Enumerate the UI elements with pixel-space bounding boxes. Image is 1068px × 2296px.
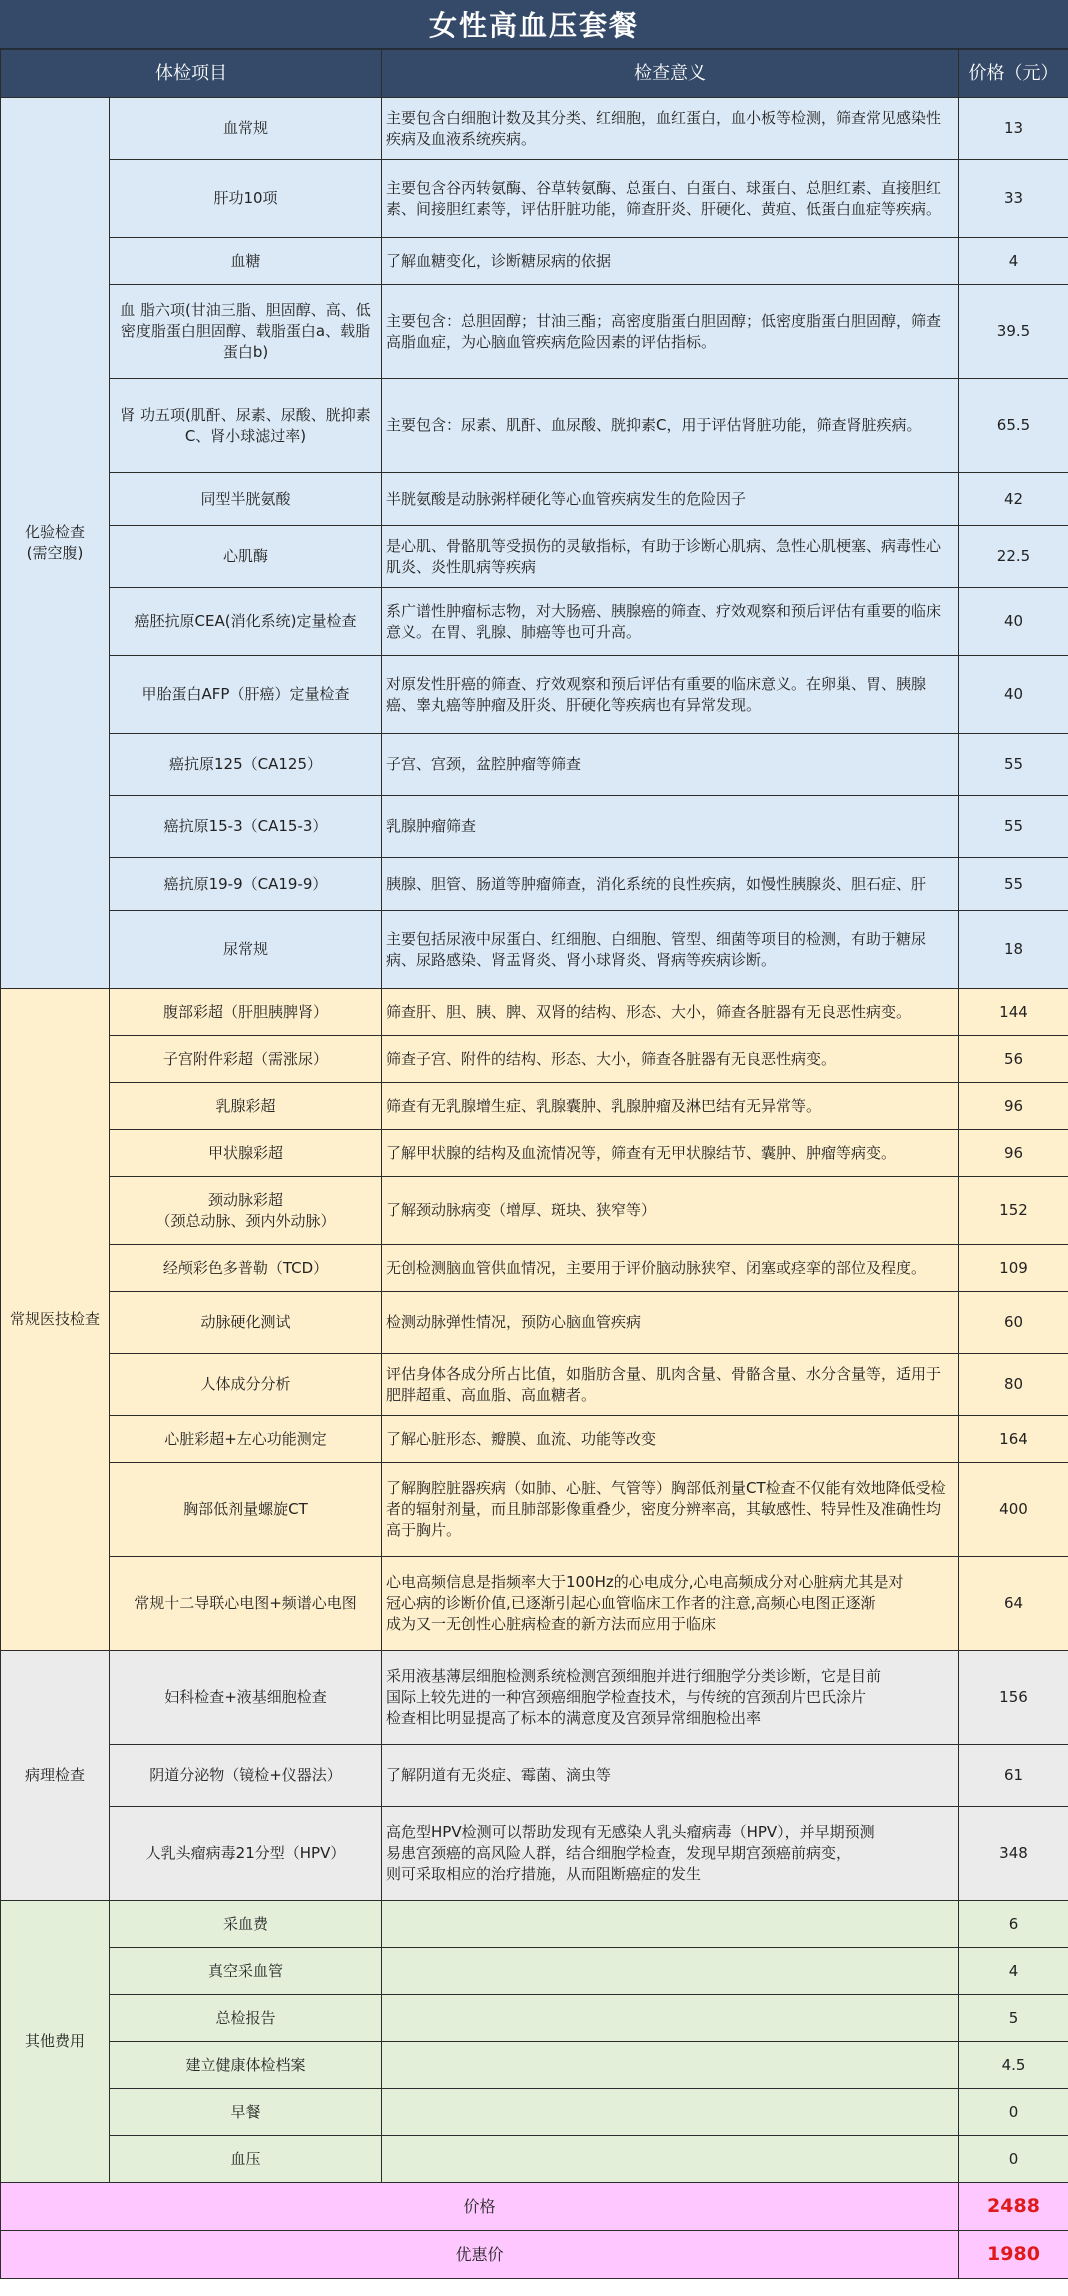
- item-name: 血糖: [110, 238, 382, 285]
- item-price: 348: [959, 1807, 1068, 1901]
- item-meaning: [382, 1901, 959, 1948]
- item-name: 经颅彩色多普勒（TCD）: [110, 1245, 382, 1292]
- item-name: 甲状腺彩超: [110, 1130, 382, 1177]
- table-header-row: [1, 50, 1068, 98]
- item-meaning: 主要包含谷丙转氨酶、谷草转氨酶、总蛋白、白蛋白、球蛋白、总胆红素、直接胆红素、间接胆红素等，评估肝脏功能，筛查肝炎、肝硬化、黄疸、低蛋白血症等疾病。: [382, 160, 959, 238]
- group-other: 其他费用: [1, 1901, 110, 2183]
- table-row: [1, 588, 1068, 656]
- header-price: 价格（元）: [959, 50, 1068, 98]
- table-row: [1, 1416, 1068, 1463]
- item-price: 5: [959, 1995, 1068, 2042]
- table-row: [1, 1083, 1068, 1130]
- table-row: [1, 858, 1068, 911]
- item-meaning: 筛查肝、胆、胰、脾、双肾的结构、形态、大小，筛查各脏器有无良恶性病变。: [382, 989, 959, 1036]
- item-meaning: 了解心脏形态、瓣膜、血流、功能等改变: [382, 1416, 959, 1463]
- discount-price-row: [1, 2231, 1068, 2279]
- item-price: 144: [959, 989, 1068, 1036]
- table-body: [1, 98, 1068, 2279]
- item-name: 真空采血管: [110, 1948, 382, 1995]
- item-price: 55: [959, 858, 1068, 911]
- table-row: [1, 1745, 1068, 1807]
- item-meaning: 了解甲状腺的结构及血流情况等，筛查有无甲状腺结节、囊肿、肿瘤等病变。: [382, 1130, 959, 1177]
- item-price: 0: [959, 2136, 1068, 2183]
- item-meaning: 主要包含白细胞计数及其分类、红细胞，血红蛋白，血小板等检测，筛查常见感染性疾病及血液系统疾病。: [382, 98, 959, 160]
- item-name: 甲胎蛋白AFP（肝癌）定量检查: [110, 656, 382, 734]
- item-price: 400: [959, 1463, 1068, 1557]
- item-meaning: 无创检测脑血管供血情况，主要用于评价脑动脉狭窄、闭塞或痉挛的部位及程度。: [382, 1245, 959, 1292]
- item-price: 60: [959, 1292, 1068, 1354]
- item-name: 胸部低剂量螺旋CT: [110, 1463, 382, 1557]
- table-row: [1, 1177, 1068, 1245]
- item-name: 同型半胱氨酸: [110, 473, 382, 526]
- item-meaning: [382, 2089, 959, 2136]
- item-price: 18: [959, 911, 1068, 989]
- item-meaning: 了解胸腔脏器疾病（如肺、心脏、气管等）胸部低剂量CT检查不仅能有效地降低受检者的辐射剂量，而且肺部影像重叠少，密度分辨率高，其敏感性、特异性及准确性均高于胸片。: [382, 1463, 959, 1557]
- item-name: 乳腺彩超: [110, 1083, 382, 1130]
- item-meaning: 筛查有无乳腺增生症、乳腺囊肿、乳腺肿瘤及淋巴结有无异常等。: [382, 1083, 959, 1130]
- table-row: [1, 796, 1068, 858]
- item-meaning: [382, 2042, 959, 2089]
- item-name: 常规十二导联心电图+频谱心电图: [110, 1557, 382, 1651]
- table-row: [1, 526, 1068, 588]
- table-row: [1, 2136, 1068, 2183]
- item-name: 血 脂六项(甘油三脂、胆固醇、高、低密度脂蛋白胆固醇、载脂蛋白a、载脂蛋白b): [110, 285, 382, 379]
- item-price: 56: [959, 1036, 1068, 1083]
- item-name: 人乳头瘤病毒21分型（HPV）: [110, 1807, 382, 1901]
- item-price: 40: [959, 656, 1068, 734]
- total-price-label: 价格: [1, 2183, 959, 2231]
- checkup-table: [0, 49, 1068, 2279]
- item-price: 4: [959, 1948, 1068, 1995]
- item-meaning: 子宫、宫颈，盆腔肿瘤等筛查: [382, 734, 959, 796]
- discount-price-label: 优惠价: [1, 2231, 959, 2279]
- item-meaning: 筛查子宫、附件的结构、形态、大小，筛查各脏器有无良恶性病变。: [382, 1036, 959, 1083]
- item-name: 颈动脉彩超 （颈总动脉、颈内外动脉）: [110, 1177, 382, 1245]
- item-meaning: 评估身体各成分所占比值，如脂肪含量、肌肉含量、骨骼含量、水分含量等，适用于肥胖超重、高血脂、高血糖者。: [382, 1354, 959, 1416]
- table-row: [1, 1901, 1068, 1948]
- table-row: [1, 989, 1068, 1036]
- item-price: 96: [959, 1083, 1068, 1130]
- page-title: 女性高血压套餐: [0, 0, 1068, 49]
- table-row: [1, 98, 1068, 160]
- item-name: 动脉硬化测试: [110, 1292, 382, 1354]
- item-name: 阴道分泌物（镜检+仪器法）: [110, 1745, 382, 1807]
- table-row: [1, 1245, 1068, 1292]
- item-name: 心肌酶: [110, 526, 382, 588]
- item-meaning: [382, 1948, 959, 1995]
- item-price: 33: [959, 160, 1068, 238]
- item-name: 总检报告: [110, 1995, 382, 2042]
- item-name: 妇科检查+液基细胞检查: [110, 1651, 382, 1745]
- table-row: [1, 911, 1068, 989]
- item-meaning: 系广谱性肿瘤标志物，对大肠癌、胰腺癌的筛查、疗效观察和预后评估有重要的临床意义。在胃、乳腺、肺癌等也可升高。: [382, 588, 959, 656]
- item-name: 人体成分分析: [110, 1354, 382, 1416]
- group-lab: 化验检查 (需空腹): [1, 98, 110, 989]
- item-name: 尿常规: [110, 911, 382, 989]
- item-name: 腹部彩超（肝胆胰脾肾）: [110, 989, 382, 1036]
- item-name: 采血费: [110, 1901, 382, 1948]
- item-price: 156: [959, 1651, 1068, 1745]
- item-meaning: 心电高频信息是指频率大于100Hz的心电成分,心电高频成分对心脏病尤其是对 冠心病的诊断价值,已逐渐引起心血管临床工作者的注意,高频心电图正逐渐 成为又一无创性心脏病检查的新方法而应用于临床: [382, 1557, 959, 1651]
- item-meaning: 对原发性肝癌的筛查、疗效观察和预后评估有重要的临床意义。在卵巢、胃、胰腺癌、睾丸癌等肿瘤及肝炎、肝硬化等疾病也有异常发现。: [382, 656, 959, 734]
- item-price: 55: [959, 734, 1068, 796]
- table-row: [1, 1036, 1068, 1083]
- table-row: [1, 379, 1068, 473]
- item-price: 22.5: [959, 526, 1068, 588]
- item-name: 癌抗原19-9（CA19-9）: [110, 858, 382, 911]
- item-meaning: 检测动脉弹性情况，预防心脑血管疾病: [382, 1292, 959, 1354]
- item-price: 42: [959, 473, 1068, 526]
- item-price: 65.5: [959, 379, 1068, 473]
- table-row: [1, 1354, 1068, 1416]
- item-price: 0: [959, 2089, 1068, 2136]
- item-name: 血常规: [110, 98, 382, 160]
- item-meaning: 主要包含：总胆固醇；甘油三酯；高密度脂蛋白胆固醇；低密度脂蛋白胆固醇，筛查高脂血症，为心脑血管疾病危险因素的评估指标。: [382, 285, 959, 379]
- group-imaging: 常规医技检查: [1, 989, 110, 1651]
- item-name: 癌胚抗原CEA(消化系统)定量检查: [110, 588, 382, 656]
- table-row: [1, 1995, 1068, 2042]
- table-row: [1, 1948, 1068, 1995]
- table-row: [1, 1651, 1068, 1745]
- table-row: [1, 656, 1068, 734]
- item-name: 肝功10项: [110, 160, 382, 238]
- table-row: [1, 1130, 1068, 1177]
- total-price-row: [1, 2183, 1068, 2231]
- table-row: [1, 473, 1068, 526]
- item-name: 癌抗原15-3（CA15-3）: [110, 796, 382, 858]
- item-meaning: [382, 2136, 959, 2183]
- group-pathology: 病理检查: [1, 1651, 110, 1901]
- table-row: [1, 2042, 1068, 2089]
- item-meaning: 了解阴道有无炎症、霉菌、滴虫等: [382, 1745, 959, 1807]
- table-row: [1, 238, 1068, 285]
- item-price: 164: [959, 1416, 1068, 1463]
- item-price: 80: [959, 1354, 1068, 1416]
- item-meaning: 乳腺肿瘤筛查: [382, 796, 959, 858]
- item-meaning: 半胱氨酸是动脉粥样硬化等心血管疾病发生的危险因子: [382, 473, 959, 526]
- table-row: [1, 285, 1068, 379]
- item-price: 61: [959, 1745, 1068, 1807]
- header-item: 体检项目: [1, 50, 382, 98]
- item-price: 39.5: [959, 285, 1068, 379]
- item-price: 13: [959, 98, 1068, 160]
- item-price: 55: [959, 796, 1068, 858]
- item-meaning: 了解颈动脉病变（增厚、斑块、狭窄等）: [382, 1177, 959, 1245]
- item-price: 96: [959, 1130, 1068, 1177]
- table-row: [1, 1463, 1068, 1557]
- item-name: 早餐: [110, 2089, 382, 2136]
- item-name: 心脏彩超+左心功能测定: [110, 1416, 382, 1463]
- item-price: 4: [959, 238, 1068, 285]
- item-price: 40: [959, 588, 1068, 656]
- table-row: [1, 160, 1068, 238]
- total-price-value: 2488: [959, 2183, 1068, 2231]
- item-meaning: 采用液基薄层细胞检测系统检测宫颈细胞并进行细胞学分类诊断，它是目前 国际上较先进的一种宫颈癌细胞学检查技术，与传统的宫颈刮片巴氏涂片 检查相比明显提高了标本的满意度及宫颈异常细胞检出率: [382, 1651, 959, 1745]
- item-meaning: [382, 1995, 959, 2042]
- item-price: 152: [959, 1177, 1068, 1245]
- header-meaning: 检查意义: [382, 50, 959, 98]
- table-row: [1, 1292, 1068, 1354]
- item-price: 64: [959, 1557, 1068, 1651]
- item-name: 子宫附件彩超（需涨尿）: [110, 1036, 382, 1083]
- item-meaning: 主要包含：尿素、肌酐、血尿酸、胱抑素C，用于评估肾脏功能，筛查肾脏疾病。: [382, 379, 959, 473]
- table-row: [1, 734, 1068, 796]
- item-name: 癌抗原125（CA125）: [110, 734, 382, 796]
- table-row: [1, 1557, 1068, 1651]
- item-meaning: 是心肌、骨骼肌等受损伤的灵敏指标，有助于诊断心肌病、急性心肌梗塞、病毒性心肌炎、炎性肌病等疾病: [382, 526, 959, 588]
- item-meaning: 胰腺、胆管、肠道等肿瘤筛查，消化系统的良性疾病，如慢性胰腺炎、胆石症、肝: [382, 858, 959, 911]
- item-price: 109: [959, 1245, 1068, 1292]
- table-row: [1, 1807, 1068, 1901]
- discount-price-value: 1980: [959, 2231, 1068, 2279]
- table-row: [1, 2089, 1068, 2136]
- item-meaning: 高危型HPV检测可以帮助发现有无感染人乳头瘤病毒（HPV），并早期预测 易患宫颈癌的高风险人群，结合细胞学检查，发现早期宫颈癌前病变， 则可采取相应的治疗措施，从而阻断癌症的发生: [382, 1807, 959, 1901]
- item-meaning: 主要包括尿液中尿蛋白、红细胞、白细胞、管型、细菌等项目的检测，有助于糖尿病、尿路感染、肾盂肾炎、肾小球肾炎、肾病等疾病诊断。: [382, 911, 959, 989]
- item-name: 肾 功五项(肌酐、尿素、尿酸、胱抑素C、肾小球滤过率): [110, 379, 382, 473]
- item-price: 6: [959, 1901, 1068, 1948]
- item-meaning: 了解血糖变化，诊断糖尿病的依据: [382, 238, 959, 285]
- item-name: 建立健康体检档案: [110, 2042, 382, 2089]
- item-name: 血压: [110, 2136, 382, 2183]
- item-price: 4.5: [959, 2042, 1068, 2089]
